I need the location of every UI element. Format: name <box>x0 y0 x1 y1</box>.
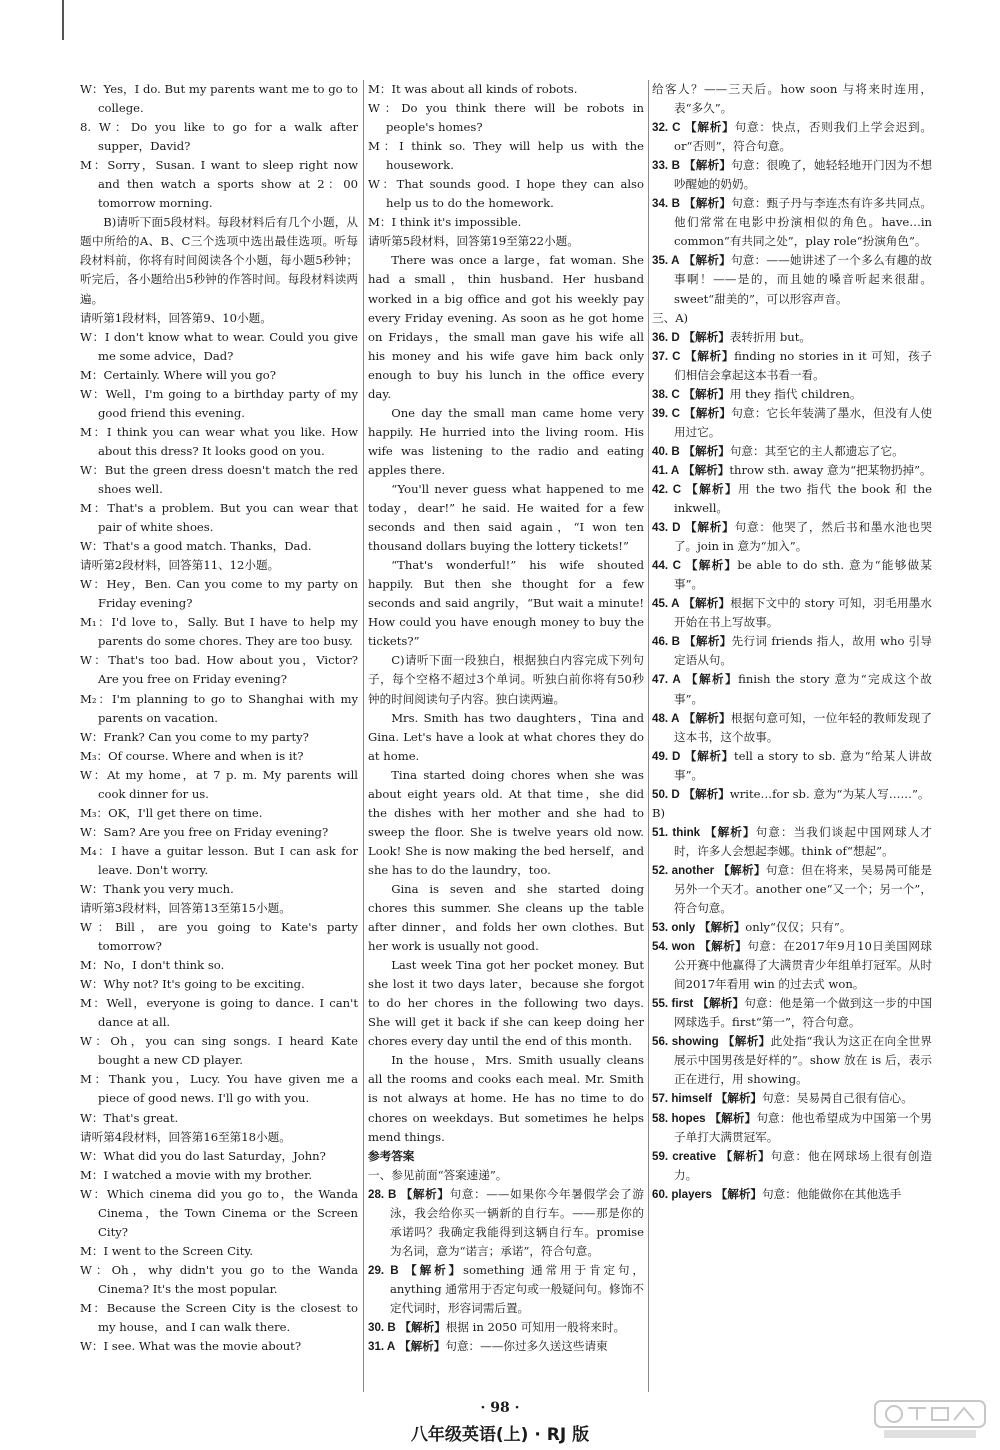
answer-item <box>652 1089 932 1108</box>
paragraph: 一、参见前面“答案速递”。 <box>368 1167 508 1182</box>
answer-text: 句意：——如果你今年暑假学会了游泳，我会给你买一辆新的自行车。——那是你的承诺吗？我确定我能得到这辆自行车。promise 为名词，意为“诺言；承诺”，符合句意。 <box>390 1186 644 1258</box>
paragraph: Last week Tina got her pocket money. But she lost it two days later，because she forgot to do her chores in the following two days. She will get it back if she can keep doing her chores every day until the end of this month. <box>368 958 644 1049</box>
dialogue-line: M：Well，everyone is going to dance. I can't dance at all. <box>80 996 358 1030</box>
answer-text: something 通常用于肯定句，anything 通常用于否定句或一般疑问句。修饰不定代词时，形容词需后置。 <box>390 1262 644 1315</box>
analysis-label: 【解析】 <box>685 672 739 687</box>
answer-number: 46. B <box>652 635 681 649</box>
answer-number: 29. B <box>368 1263 399 1277</box>
answer-number: 38. C <box>652 387 680 401</box>
dialogue-line: M₃：OK，I'll get there on time. <box>80 805 263 820</box>
answer-text: 根据 in 2050 可知用一般将来时。 <box>445 1320 626 1335</box>
answer-item <box>652 385 932 404</box>
analysis-label: 【解析】 <box>698 920 746 935</box>
answer-item <box>652 709 932 747</box>
analysis-label: 【解析】 <box>683 158 732 173</box>
answer-number: 49. D <box>652 749 681 763</box>
column-divider <box>648 80 649 1392</box>
answer-text: 先行词 friends 指人，故用 who 引导定语从句。 <box>674 634 932 668</box>
analysis-label: 【解析】 <box>722 1034 771 1049</box>
analysis-label: 【解析】 <box>704 824 756 839</box>
answer-item <box>368 1337 644 1356</box>
answer-item <box>652 785 932 804</box>
answer-text: 用 the two 指代 the book 和 the inkwell。 <box>674 481 932 516</box>
answer-item <box>652 1109 932 1147</box>
paragraph: In the house，Mrs. Smith usually cleans all the rooms and cooks each meal. Mr. Smith is not always at home. He has no time to do chores on weekdays. But sometimes he helps mend things. <box>368 1053 644 1144</box>
answer-number: 39. C <box>652 406 680 420</box>
analysis-label: 【解析】 <box>685 120 735 135</box>
dialogue-line: W：But the green dress doesn't match the red shoes well. <box>80 462 358 496</box>
dialogue-line: W：Which cinema did you go to，the Wanda Cinema，the Town Cinema or the Screen City? <box>80 1186 358 1239</box>
answer-item <box>652 251 932 308</box>
column-middle <box>368 80 644 1380</box>
dialogue-line: W：That's a good match. Thanks，Dad. <box>80 539 312 554</box>
answer-text: 句意：其至它的主人都遗忘了它。 <box>729 443 904 458</box>
answer-text: 用 they 指代 children。 <box>729 386 862 401</box>
answer-item <box>368 1185 644 1261</box>
paragraph: 请听第2段材料，回答第11、12小题。 <box>80 558 280 573</box>
answer-number: 51. think <box>652 825 701 839</box>
answer-item <box>652 747 932 785</box>
analysis-label: 【解析】 <box>715 1091 763 1106</box>
answer-number: 53. only <box>652 921 696 935</box>
answer-item <box>652 918 932 937</box>
analysis-label: 【解析】 <box>718 862 766 877</box>
answer-text: 此处指“我认为这正在向全世界展示中国男孩是好样的”。show 放在 is 后，表示正在进行，用 showing。 <box>674 1034 932 1087</box>
paragraph: “You'll never guess what happened to me today，dear!” he said. He waited for a few seconds and then said again，“I won ten thousand dollars buying the lottery tickets!” <box>368 481 644 554</box>
paragraph: Tina started doing chores when she was about eight years old. At that time，she did the dishes with her mother and she had to sweep the floor. She is twelve years old now. Look! She is now making the bed herself，and she has to do the laundry，too. <box>368 767 644 877</box>
answer-item <box>652 1032 932 1089</box>
analysis-label: 【解析】 <box>684 634 732 649</box>
answer-number: 43. D <box>652 521 681 535</box>
paragraph: 请听第5段材料，回答第19至第22小题。 <box>368 234 579 249</box>
dialogue-line: W：Thank you very much. <box>80 881 234 896</box>
answer-text: 句意：甄子丹与李连杰有许多共同点。他们常常在电影中扮演相似的角色。have…in common“有共同之处”，play role“扮演角色”。 <box>674 196 932 249</box>
answer-text: finish the story 意为“完成这个故事”。 <box>674 672 932 706</box>
answer-item <box>652 518 932 556</box>
answer-text: 根据句意可知，一位年轻的教师发现了这本书，这个故事。 <box>674 710 932 744</box>
answer-text: write…for sb. 意为“为某人写……”。 <box>729 786 930 801</box>
answer-number: 48. A <box>652 711 680 725</box>
dialogue-line: W：Why not? It's going to be exciting. <box>80 977 305 992</box>
analysis-label: 【解析】 <box>683 443 730 458</box>
dialogue-line: W：Bill，are you going to Kate's party tomorrow? <box>80 920 358 954</box>
dialogue-line: W：I don't know what to wear. Could you give me some advice，Dad? <box>80 329 358 363</box>
answer-item <box>652 937 932 994</box>
answer-text: 句意：吴易昺自己很有信心。 <box>762 1091 913 1106</box>
paragraph: C)请听下面一段独白，根据独白内容完成下列句子，每个空格不超过3个单词。听独白前你将有50秒钟的时间阅读句子内容。独白读两遍。 <box>368 653 644 706</box>
dialogue-line: M：I watched a movie with my brother. <box>80 1167 313 1182</box>
answer-item <box>652 594 932 632</box>
dialogue-line: W：Yes，I do. But my parents want me to go to college. <box>80 82 358 116</box>
dialogue-line: W：Oh，you can sing songs. I heard Kate bought a new CD player. <box>80 1034 358 1068</box>
dialogue-line: W：At my home，at 7 p. m. My parents will cook dinner for us. <box>80 767 358 801</box>
column-left <box>80 80 358 1380</box>
answer-item <box>652 823 932 861</box>
analysis-label: 【解析】 <box>683 253 731 268</box>
paragraph: B) <box>652 805 666 820</box>
analysis-label: 【解析】 <box>720 1148 771 1163</box>
answer-number: 30. B <box>368 1321 396 1335</box>
paragraph: “That's wonderful!” his wife shouted happily. But then she thought for a few seconds and said angrily，“But wait a minute! How could you have enough money to buy the tickets?” <box>368 558 644 649</box>
analysis-label: 【解析】 <box>683 596 731 611</box>
answer-text: 句意：——她讲述了一个多么有趣的故事啊！——是的，而且她的嗓音听起来很甜。sweet“甜美的”，可以形容声音。 <box>674 253 932 306</box>
answer-item <box>652 556 932 594</box>
analysis-label: 【解析】 <box>685 558 738 573</box>
answer-text: 句意：他也希望成为中国第一个男子单打大满贯冠军。 <box>674 1110 932 1144</box>
analysis-label: 【解析】 <box>684 348 735 363</box>
analysis-label: 【解析】 <box>715 1186 763 1201</box>
dialogue-line: 8. W：Do you like to go for a walk after supper，David? <box>80 120 358 154</box>
analysis-label: 【解析】 <box>398 1339 446 1354</box>
answer-item <box>652 994 932 1032</box>
answer-number: 34. B <box>652 197 680 211</box>
analysis-label: 【解析】 <box>683 710 731 725</box>
paragraph: There was once a large，fat woman. She had a small，thin husband. Her husband worked in a big office and got his weekly pay every Friday evening. As soon as he got home on Fridays，the small man gave his wife all his money and his wife gave him back only enough to buy his lunch in the office every day. <box>368 253 644 401</box>
dialogue-line: M：Sorry，Susan. I want to sleep right now and then watch a sports show at 2：00 tomorrow morning. <box>80 158 358 211</box>
answer-item <box>652 461 932 480</box>
answer-item <box>652 118 932 156</box>
answer-text: 句意：很晚了，她轻轻地开门因为不想吵醒她的奶奶。 <box>674 158 932 192</box>
answer-text: 句意：它长年装满了墨水，但没有人使用过它。 <box>674 405 932 439</box>
section-heading: 参考答案 <box>368 1148 415 1163</box>
answer-number: 37. C <box>652 349 681 363</box>
answer-number: 42. C <box>652 482 682 496</box>
answer-number: 50. D <box>652 787 680 801</box>
answer-text: 根据下文中的 story 可知，羽毛用墨水开始在书上写故事。 <box>674 596 932 630</box>
answer-number: 56. showing <box>652 1035 719 1049</box>
column-divider <box>363 80 364 1392</box>
paragraph: Gina is seven and she started doing chores this summer. She cleans up the table after dinner，and folds her own clothes. But her work is usually not good. <box>368 881 644 954</box>
answer-number: 44. C <box>652 559 681 573</box>
analysis-label: 【解析】 <box>699 939 748 954</box>
dialogue-line: W：Do you think there will be robots in people's homes? <box>368 101 644 135</box>
analysis-label: 【解析】 <box>399 1320 446 1335</box>
answer-text: finding no stories in it 可知，孩子们相信会拿起这本书看一看。 <box>674 348 932 382</box>
dialogue-line: M₂：I'm planning to go to Shanghai with my parents on vacation. <box>80 691 358 725</box>
answer-number: 58. hopes <box>652 1111 706 1125</box>
answer-text: 句意：他能做你在其他选手 <box>762 1186 902 1201</box>
answer-number: 55. first <box>652 997 694 1011</box>
answer-item <box>652 404 932 442</box>
analysis-label: 【解析】 <box>405 1262 464 1277</box>
answer-number: 54. won <box>652 940 695 954</box>
crop-mark <box>62 0 64 40</box>
answer-number: 47. A <box>652 673 681 687</box>
answer-item <box>652 328 932 347</box>
dialogue-line: M₁：I'd love to，Sally. But I have to help my parents do some chores. They are too busy. <box>80 615 358 649</box>
analysis-label: 【解析】 <box>683 329 730 344</box>
dialogue-line: W：That sounds good. I hope they can also help us to do the homework. <box>368 177 644 211</box>
answer-text: 句意：他是第一个做到这一步的中国网球选手。first“第一”，符合句意。 <box>674 996 932 1030</box>
answer-item <box>368 1261 644 1318</box>
answer-number: 52. another <box>652 863 715 877</box>
paragraph: One day the small man came home very happily. He hurried into the living room. His wife was listening to the radio and eating apples there. <box>368 405 644 477</box>
analysis-label: 【解析】 <box>709 1110 757 1125</box>
analysis-label: 【解析】 <box>683 196 732 211</box>
dialogue-line: M₃：Of course. Where and when is it? <box>80 748 304 763</box>
paragraph: 请听第4段材料，回答第16至第18小题。 <box>80 1129 291 1144</box>
dialogue-line: W：Sam? Are you free on Friday evening? <box>80 824 329 839</box>
answer-item <box>368 1318 644 1337</box>
answer-text: 句意：当我们谈起中国网球人才时，许多人会想起李娜。think of“想起”。 <box>674 824 932 858</box>
answer-item <box>652 442 932 461</box>
watermark-logo <box>874 1400 986 1440</box>
answer-text: 句意：快点，否则我们上学会迟到。or“否则”，符合句意。 <box>674 120 932 154</box>
dialogue-line: W：Frank? Can you come to my party? <box>80 729 309 744</box>
dialogue-line: W：Well，I'm going to a birthday party of my good friend this evening. <box>80 386 358 420</box>
analysis-label: 【解析】 <box>683 786 730 801</box>
analysis-label: 【解析】 <box>400 1186 450 1201</box>
analysis-label: 【解析】 <box>686 481 738 496</box>
answer-item <box>652 1185 932 1204</box>
answer-number: 35. A <box>652 254 680 268</box>
answer-item <box>652 670 932 708</box>
dialogue-line: M：I think so. They will help us with the housework. <box>368 139 644 173</box>
paragraph: 请听第1段材料，回答第9、10小题。 <box>80 310 272 325</box>
answer-text: be able to do sth. 意为“能够做某事”。 <box>674 558 932 592</box>
answer-text: only“仅仅；只有”。 <box>745 920 852 935</box>
dialogue-line: M：I think you can wear what you like. How about this dress? It looks good on you. <box>80 424 358 458</box>
dialogue-line: M：Thank you，Lucy. You have given me a piece of good news. I'll go with you. <box>80 1072 358 1106</box>
answer-item <box>652 861 932 918</box>
page-number: · 98 · <box>480 1400 520 1416</box>
dialogue-line: M：I went to the Screen City. <box>80 1243 254 1258</box>
dialogue-line: M：I think it's impossible. <box>368 215 522 230</box>
answer-number: 32. C <box>652 121 681 135</box>
answer-text: 句意：他哭了，然后书和墨水池也哭了。join in 意为“加入”。 <box>674 520 932 554</box>
analysis-label: 【解析】 <box>682 462 730 477</box>
answer-text: throw sth. away 意为“把某物扔掉”。 <box>729 462 932 477</box>
paragraph: B)请听下面5段材料。每段材料后有几个小题，从题中所给的A、B、C三个选项中选出最佳选项。听每段材料前，你将有时间阅读各个小题，每小题5秒钟；听完后，各小题给出5秒钟的作答时间。每段材料读两遍。 <box>80 215 358 306</box>
answer-number: 45. A <box>652 597 680 611</box>
answer-text: 句意：——你过多久送这些请柬 <box>445 1339 608 1354</box>
answer-item <box>652 194 932 251</box>
analysis-label: 【解析】 <box>683 405 732 420</box>
dialogue-line: W：I see. What was the movie about? <box>80 1339 302 1354</box>
answer-number: 60. players <box>652 1187 712 1201</box>
answer-item <box>652 1147 932 1185</box>
answer-item <box>652 480 932 518</box>
answer-text: 句意：他在网球场上很有创造力。 <box>674 1148 932 1182</box>
dialogue-line: W：That's too bad. How about you，Victor? Are you free on Friday evening? <box>80 653 358 687</box>
dialogue-line: W：What did you do last Saturday，John? <box>80 1148 326 1163</box>
answer-number: 36. D <box>652 330 680 344</box>
answer-item <box>652 632 932 670</box>
answer-item <box>652 156 932 194</box>
answer-text: 句意：但在将来，吴易昺可能是另外一个天才。another one“又一个；另一个”，符合句意。 <box>674 862 932 916</box>
dialogue-line: M：Because the Screen City is the closest to my house，and I can walk there. <box>80 1301 358 1335</box>
answer-text: 句意：在2017年9月10日美国网球公开赛中他赢得了大满贯青少年组单打冠军。从时间2017年看用 win 的过去式 won。 <box>674 939 932 992</box>
dialogue-line: M：No，I don't think so. <box>80 958 225 973</box>
answer-number: 28. B <box>368 1187 397 1201</box>
answer-text: 表转折用 but。 <box>729 329 811 344</box>
dialogue-line: W：Hey，Ben. Can you come to my party on Friday evening? <box>80 577 358 611</box>
dialogue-line: M：That's a problem. But you can wear that pair of white shoes. <box>80 501 358 535</box>
answer-number: 40. B <box>652 444 680 458</box>
analysis-label: 【解析】 <box>685 520 735 535</box>
answer-number: 33. B <box>652 159 680 173</box>
dialogue-line: M：Certainly. Where will you go? <box>80 367 276 382</box>
dialogue-line: W：Oh，why didn't you go to the Wanda Cinema? It's the most popular. <box>80 1262 358 1296</box>
paragraph: 三、A) <box>652 310 689 325</box>
answer-number: 31. A <box>368 1340 396 1354</box>
answer-text: tell a story to sb. 意为“给某人讲故事”。 <box>674 748 932 782</box>
answer-number: 57. himself <box>652 1092 712 1106</box>
answer-item <box>652 347 932 385</box>
analysis-label: 【解析】 <box>697 996 745 1011</box>
paragraph: Mrs. Smith has two daughters，Tina and Gina. Let's have a look at what chores they do at home. <box>368 710 644 763</box>
dialogue-line: M₄：I have a guitar lesson. But I can ask for leave. Don't worry. <box>80 843 358 877</box>
answer-item <box>652 80 932 118</box>
analysis-label: 【解析】 <box>683 386 730 401</box>
answer-text: 给客人？——三天后。how soon 与将来时连用，表“多久”。 <box>652 82 932 116</box>
dialogue-line: M：It was about all kinds of robots. <box>368 82 578 96</box>
answer-number: 59. creative <box>652 1149 717 1163</box>
paragraph: 请听第3段材料，回答第13至第15小题。 <box>80 901 291 916</box>
answer-number: 41. A <box>652 463 680 477</box>
dialogue-line: W：That's great. <box>80 1110 179 1125</box>
analysis-label: 【解析】 <box>684 748 734 763</box>
footer-title: 八年级英语(上) · RJ 版 <box>410 1425 590 1445</box>
column-right <box>652 80 932 1380</box>
